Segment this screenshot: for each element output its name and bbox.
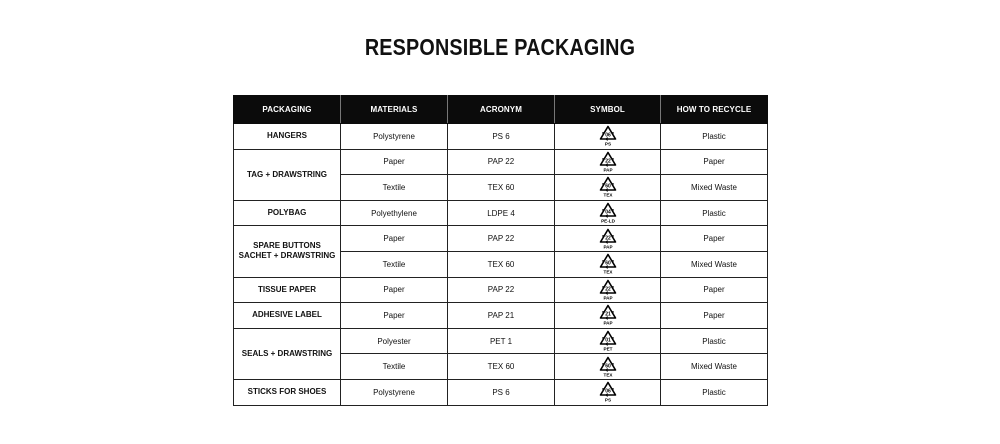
table-header-row: [234, 96, 768, 124]
symbol-cell: [555, 124, 661, 150]
table-row: [234, 149, 768, 175]
table-row: [234, 328, 768, 354]
symbol-abbreviation: TEX: [603, 372, 612, 378]
acronym-cell: PAP 21: [448, 303, 555, 329]
recycling-symbol-icon: [599, 151, 617, 173]
recycle-cell: Paper: [661, 226, 768, 252]
packaging-cell: SPARE BUTTONS SACHET + DRAWSTRING: [234, 226, 341, 277]
symbol-abbreviation: PAP: [602, 320, 613, 326]
table-body: [234, 124, 768, 406]
acronym-cell: TEX 60: [448, 175, 555, 201]
recycling-symbol-icon: [599, 228, 617, 250]
symbol-abbreviation: PAP: [602, 167, 613, 173]
recycling-symbol-icon: [599, 330, 617, 352]
recycling-symbol-icon: [599, 125, 617, 147]
packaging-cell: HANGERS: [234, 124, 341, 150]
symbol-cell: [555, 251, 661, 277]
recycling-symbol-icon: [599, 304, 617, 326]
header-packaging: PACKAGING: [234, 96, 341, 124]
recycling-symbol-icon: [599, 176, 617, 198]
packaging-cell: ADHESIVE LABEL: [234, 303, 341, 329]
recycling-symbol-icon: [599, 253, 617, 275]
acronym-cell: LDPE 4: [448, 200, 555, 226]
symbol-cell: [555, 226, 661, 252]
symbol-code: 22: [604, 158, 611, 165]
symbol-code: 22: [604, 234, 611, 241]
recycle-cell: Mixed Waste: [661, 354, 768, 380]
acronym-cell: PAP 22: [448, 149, 555, 175]
material-cell: Polystyrene: [341, 379, 448, 405]
table-row: [234, 124, 768, 150]
symbol-code: 60: [604, 183, 611, 190]
symbol-cell: [555, 149, 661, 175]
material-cell: Paper: [341, 149, 448, 175]
table-row: [234, 379, 768, 405]
material-cell: Paper: [341, 226, 448, 252]
header-materials: MATERIALS: [341, 96, 448, 124]
symbol-abbreviation: TEX: [603, 269, 612, 275]
material-cell: Textile: [341, 251, 448, 277]
packaging-cell: POLYBAG: [234, 200, 341, 226]
recycle-cell: Plastic: [661, 200, 768, 226]
material-cell: Polyester: [341, 328, 448, 354]
recycle-cell: Paper: [661, 303, 768, 329]
acronym-cell: TEX 60: [448, 251, 555, 277]
packaging-table: [233, 95, 768, 406]
symbol-abbreviation: PE-LD: [600, 218, 615, 224]
acronym-cell: PS 6: [448, 124, 555, 150]
table-row: [234, 226, 768, 252]
symbol-code: 22: [604, 286, 611, 293]
symbol-abbreviation: PET: [603, 346, 612, 352]
recycling-symbol-icon: [599, 356, 617, 378]
recycle-cell: Mixed Waste: [661, 251, 768, 277]
recycle-cell: Paper: [661, 149, 768, 175]
symbol-cell: [555, 354, 661, 380]
recycle-cell: Paper: [661, 277, 768, 303]
recycle-cell: Plastic: [661, 328, 768, 354]
acronym-cell: PAP 22: [448, 277, 555, 303]
symbol-cell: [555, 379, 661, 405]
material-cell: Polystyrene: [341, 124, 448, 150]
symbol-code: 06: [604, 388, 611, 395]
packaging-cell: TISSUE PAPER: [234, 277, 341, 303]
symbol-abbreviation: PS: [604, 397, 611, 403]
symbol-code: 60: [604, 260, 611, 267]
symbol-abbreviation: PS: [604, 141, 611, 147]
symbol-abbreviation: PAP: [602, 244, 613, 250]
recycle-cell: Plastic: [661, 124, 768, 150]
material-cell: Textile: [341, 354, 448, 380]
recycling-symbol-icon: [599, 279, 617, 301]
material-cell: Polyethylene: [341, 200, 448, 226]
recycling-symbol-icon: [599, 381, 617, 403]
symbol-code: 04: [604, 209, 611, 216]
symbol-cell: [555, 328, 661, 354]
symbol-cell: [555, 175, 661, 201]
symbol-code: 21: [604, 311, 611, 318]
symbol-cell: [555, 277, 661, 303]
symbol-code: 06: [604, 132, 611, 139]
material-cell: Paper: [341, 303, 448, 329]
symbol-code: 01: [604, 337, 611, 344]
packaging-cell: TAG + DRAWSTRING: [234, 149, 341, 200]
acronym-cell: PET 1: [448, 328, 555, 354]
header-how-to-recycle: HOW TO RECYCLE: [661, 96, 768, 124]
packaging-cell: STICKS FOR SHOES: [234, 379, 341, 405]
symbol-abbreviation: PAP: [602, 295, 613, 301]
table-row: [234, 200, 768, 226]
acronym-cell: PAP 22: [448, 226, 555, 252]
header-acronym: ACRONYM: [448, 96, 555, 124]
symbol-abbreviation: TEX: [603, 192, 612, 198]
acronym-cell: TEX 60: [448, 354, 555, 380]
recycling-symbol-icon: [599, 202, 617, 224]
symbol-cell: [555, 303, 661, 329]
symbol-code: 60: [604, 362, 611, 369]
header-symbol: SYMBOL: [555, 96, 661, 124]
page-title: RESPONSIBLE PACKAGING: [364, 34, 636, 60]
symbol-cell: [555, 200, 661, 226]
packaging-cell: SEALS + DRAWSTRING: [234, 328, 341, 379]
table-row: [234, 277, 768, 303]
recycle-cell: Mixed Waste: [661, 175, 768, 201]
acronym-cell: PS 6: [448, 379, 555, 405]
material-cell: Textile: [341, 175, 448, 201]
recycle-cell: Plastic: [661, 379, 768, 405]
table-row: [234, 303, 768, 329]
material-cell: Paper: [341, 277, 448, 303]
